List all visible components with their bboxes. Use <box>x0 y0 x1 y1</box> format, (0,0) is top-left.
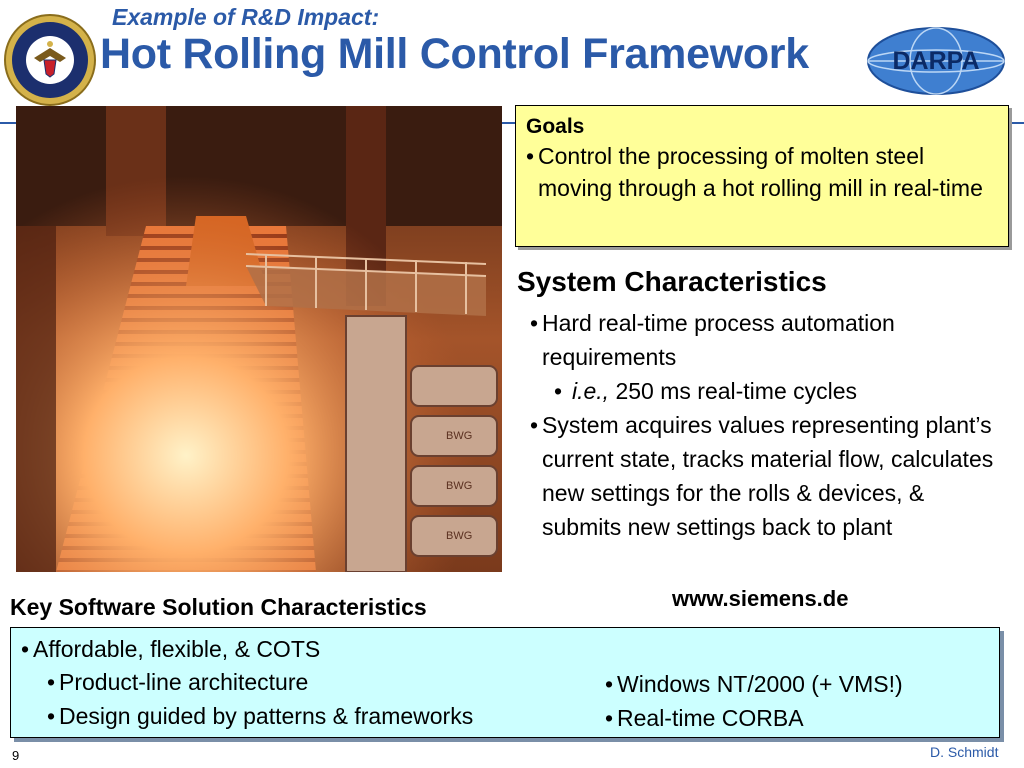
author-name: D. Schmidt <box>930 744 999 760</box>
goals-item <box>526 140 998 204</box>
slide-title: Hot Rolling Mill Control Framework <box>100 30 809 78</box>
slide-subtitle: Example of R&D Impact: <box>112 4 380 30</box>
bullet-icon: • <box>526 143 535 169</box>
bullet-icon: • <box>554 378 563 404</box>
bullet-icon: • <box>530 412 539 438</box>
system-subitem <box>554 374 1005 408</box>
roll-stand-stamp: BWG <box>446 480 473 492</box>
cycle-time-text: 250 ms real-time cycles <box>609 378 858 404</box>
roll-stand-stamp: BWG <box>446 430 473 442</box>
key-software-item-text: Affordable, flexible, & COTS <box>33 636 321 662</box>
darpa-logo <box>866 26 1006 96</box>
bullet-icon: • <box>605 705 614 731</box>
system-characteristics-heading: System Characteristics <box>517 266 827 297</box>
bullet-icon: • <box>530 310 539 336</box>
darpa-logo-text: DARPA <box>892 47 980 75</box>
dod-seal-logo <box>4 14 96 106</box>
key-software-item <box>47 669 308 696</box>
header-rule-right <box>1010 122 1024 124</box>
system-item <box>530 408 1005 544</box>
system-characteristics-list <box>530 306 1005 544</box>
rolling-mill-photo <box>16 106 502 572</box>
system-item <box>530 306 1005 374</box>
key-software-item <box>21 636 320 663</box>
key-software-item-text: Product-line architecture <box>59 669 309 695</box>
ie-abbreviation: i.e., <box>572 378 610 404</box>
goals-heading: Goals <box>526 115 585 138</box>
key-software-item-text: Windows NT/2000 (+ VMS!) <box>617 671 903 697</box>
key-software-item-text: Real-time CORBA <box>617 705 804 731</box>
system-item-text: System acquires values representing plant’s current state, tracks material flow, calculates new settings for the rolls & devices, & submits new settings back to plant <box>542 412 994 540</box>
header-rule-left <box>0 122 16 124</box>
key-software-box <box>10 627 1000 738</box>
roll-stand-stamp: BWG <box>446 530 473 542</box>
source-url: www.siemens.de <box>672 586 849 611</box>
system-subitem-text <box>572 374 857 408</box>
header-rule-middle <box>502 122 516 124</box>
bullet-icon: • <box>605 671 614 697</box>
key-software-item-text: Design guided by patterns & frameworks <box>59 703 474 729</box>
system-item-text: Hard real-time process automation requirements <box>542 310 895 370</box>
bullet-icon: • <box>21 636 30 662</box>
goals-item-text: Control the processing of molten steel moving through a hot rolling mill in real-time <box>538 143 983 201</box>
bullet-icon: • <box>47 703 56 729</box>
bullet-icon: • <box>47 669 56 695</box>
slide-number: 9 <box>12 748 20 763</box>
goals-box <box>515 105 1009 247</box>
key-software-heading: Key Software Solution Characteristics <box>10 594 427 620</box>
key-software-item <box>47 703 473 730</box>
key-software-item <box>605 671 903 698</box>
key-software-item <box>605 705 804 732</box>
